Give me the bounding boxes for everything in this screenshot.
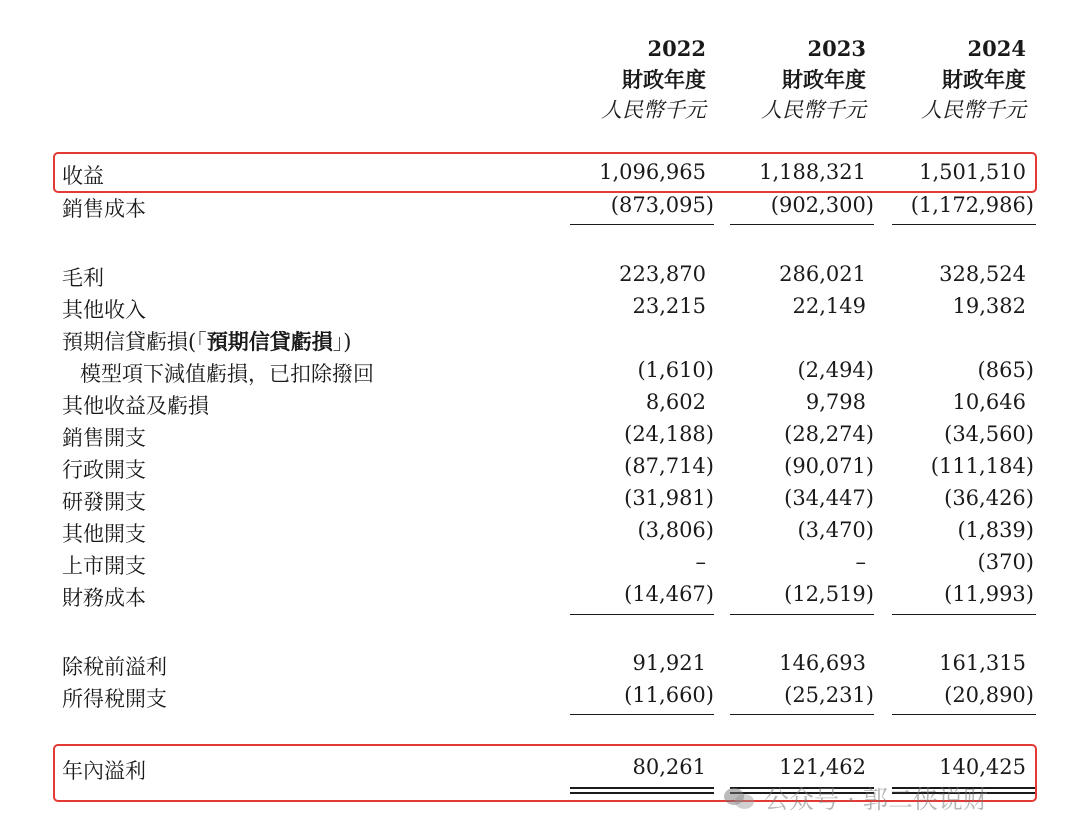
value-2023: (2,494) — [797, 358, 874, 382]
label-suffix: 」) — [332, 330, 352, 354]
unit-label: 人民幣千元 — [601, 98, 706, 122]
value-2024: 140,425 — [939, 755, 1026, 779]
value-2022: (31,981) — [624, 486, 714, 510]
value-2023: (90,071) — [784, 454, 874, 478]
row-label: 銷售成本 — [62, 197, 146, 221]
value-2023: (12,519) — [784, 582, 874, 606]
value-2022: – — [695, 550, 706, 574]
fiscal-year-label: 財政年度 — [782, 67, 866, 92]
value-2024: 161,315 — [939, 651, 1026, 675]
row-label: 其他收益及虧損 — [62, 394, 209, 418]
value-2023: 9,798 — [805, 390, 866, 414]
value-2024: (34,560) — [944, 422, 1034, 446]
value-2024: (20,890) — [944, 683, 1034, 707]
subtotal-underline — [570, 224, 714, 225]
row-profit-before-tax — [0, 651, 1080, 683]
value-2024: 10,646 — [952, 390, 1026, 414]
subtotal-underline — [730, 224, 874, 225]
label-defined-term: 預期信貸虧損 — [206, 329, 333, 354]
subtotal-underline — [730, 614, 874, 615]
watermark-text: 公众号 · 郭二侠说财 — [764, 785, 988, 814]
value-2024: (11,993) — [944, 582, 1034, 606]
unit-label: 人民幣千元 — [761, 98, 866, 122]
row-label: 銷售開支 — [62, 426, 146, 450]
row-label: 除稅前溢利 — [62, 655, 167, 679]
value-2022: 223,870 — [619, 262, 706, 286]
row-label: 模型項下減值虧損，已扣除撥回 — [80, 362, 374, 386]
row-other-gains-losses — [0, 390, 1080, 422]
row-label: 所得稅開支 — [62, 687, 167, 711]
row-ecl-heading — [0, 326, 1080, 358]
row-label: 研發開支 — [62, 490, 146, 514]
row-selling-expenses — [0, 422, 1080, 454]
value-2024: (1,172,986) — [910, 193, 1034, 217]
value-2023: 22,149 — [792, 294, 866, 318]
subtotal-underline — [570, 714, 714, 715]
row-other-expenses — [0, 518, 1080, 550]
value-2022: (11,660) — [624, 683, 714, 707]
value-2022: 80,261 — [632, 755, 706, 779]
row-label: 年內溢利 — [62, 759, 146, 783]
value-2023: 146,693 — [779, 651, 866, 675]
value-2022: (873,095) — [610, 193, 714, 217]
row-label — [62, 326, 351, 356]
column-header-2024 — [826, 33, 1026, 126]
value-2023: 286,021 — [779, 262, 866, 286]
wechat-icon — [722, 785, 756, 811]
row-admin-expenses — [0, 454, 1080, 486]
year-label: 2022 — [647, 36, 706, 61]
row-gross-profit — [0, 262, 1080, 294]
value-2022: (24,188) — [624, 422, 714, 446]
value-2023: (902,300) — [770, 193, 874, 217]
row-label: 財務成本 — [62, 586, 146, 610]
value-2022: (1,610) — [637, 358, 714, 382]
fiscal-year-label: 財政年度 — [622, 67, 706, 92]
value-2022: 1,096,965 — [599, 160, 706, 184]
value-2023: 1,188,321 — [759, 160, 866, 184]
value-2022: (3,806) — [637, 518, 714, 542]
row-label: 收益 — [62, 164, 104, 188]
year-label: 2024 — [967, 36, 1026, 61]
fiscal-year-label: 財政年度 — [942, 67, 1026, 92]
value-2023: – — [855, 550, 866, 574]
value-2024: (111,184) — [930, 454, 1034, 478]
value-2023: 121,462 — [779, 755, 866, 779]
row-cost-of-sales — [0, 193, 1080, 225]
subtotal-underline — [892, 714, 1036, 715]
value-2023: (28,274) — [784, 422, 874, 446]
row-label: 其他開支 — [62, 522, 146, 546]
value-2022: 91,921 — [632, 651, 706, 675]
value-2024: (1,839) — [957, 518, 1034, 542]
value-2022: 23,215 — [632, 294, 706, 318]
year-label: 2023 — [807, 36, 866, 61]
row-label: 行政開支 — [62, 458, 146, 482]
subtotal-underline — [570, 614, 714, 615]
value-2024: (36,426) — [944, 486, 1034, 510]
value-2023: (25,231) — [784, 683, 874, 707]
row-impairment-losses — [0, 358, 1080, 390]
row-label: 毛利 — [62, 266, 104, 290]
row-label: 其他收入 — [62, 298, 146, 322]
row-other-income — [0, 294, 1080, 326]
value-2022: 8,602 — [645, 390, 706, 414]
subtotal-underline — [730, 714, 874, 715]
unit-label: 人民幣千元 — [921, 98, 1026, 122]
watermark — [722, 780, 988, 816]
label-prefix: 預期信貸虧損(「 — [62, 330, 207, 354]
value-2024: 19,382 — [952, 294, 1026, 318]
value-2023: (3,470) — [797, 518, 874, 542]
value-2024: 328,524 — [939, 262, 1026, 286]
subtotal-underline — [892, 614, 1036, 615]
highlight-box-revenue — [53, 152, 1037, 193]
value-2022: (14,467) — [624, 582, 714, 606]
row-income-tax — [0, 683, 1080, 715]
row-listing-expenses — [0, 550, 1080, 582]
value-2023: (34,447) — [784, 486, 874, 510]
value-2024: 1,501,510 — [919, 160, 1026, 184]
value-2024: (865) — [977, 358, 1034, 382]
row-rnd-expenses — [0, 486, 1080, 518]
row-label: 上市開支 — [62, 554, 146, 578]
value-2024: (370) — [977, 550, 1034, 574]
subtotal-underline — [892, 224, 1036, 225]
row-finance-costs — [0, 582, 1080, 614]
value-2022: (87,714) — [624, 454, 714, 478]
